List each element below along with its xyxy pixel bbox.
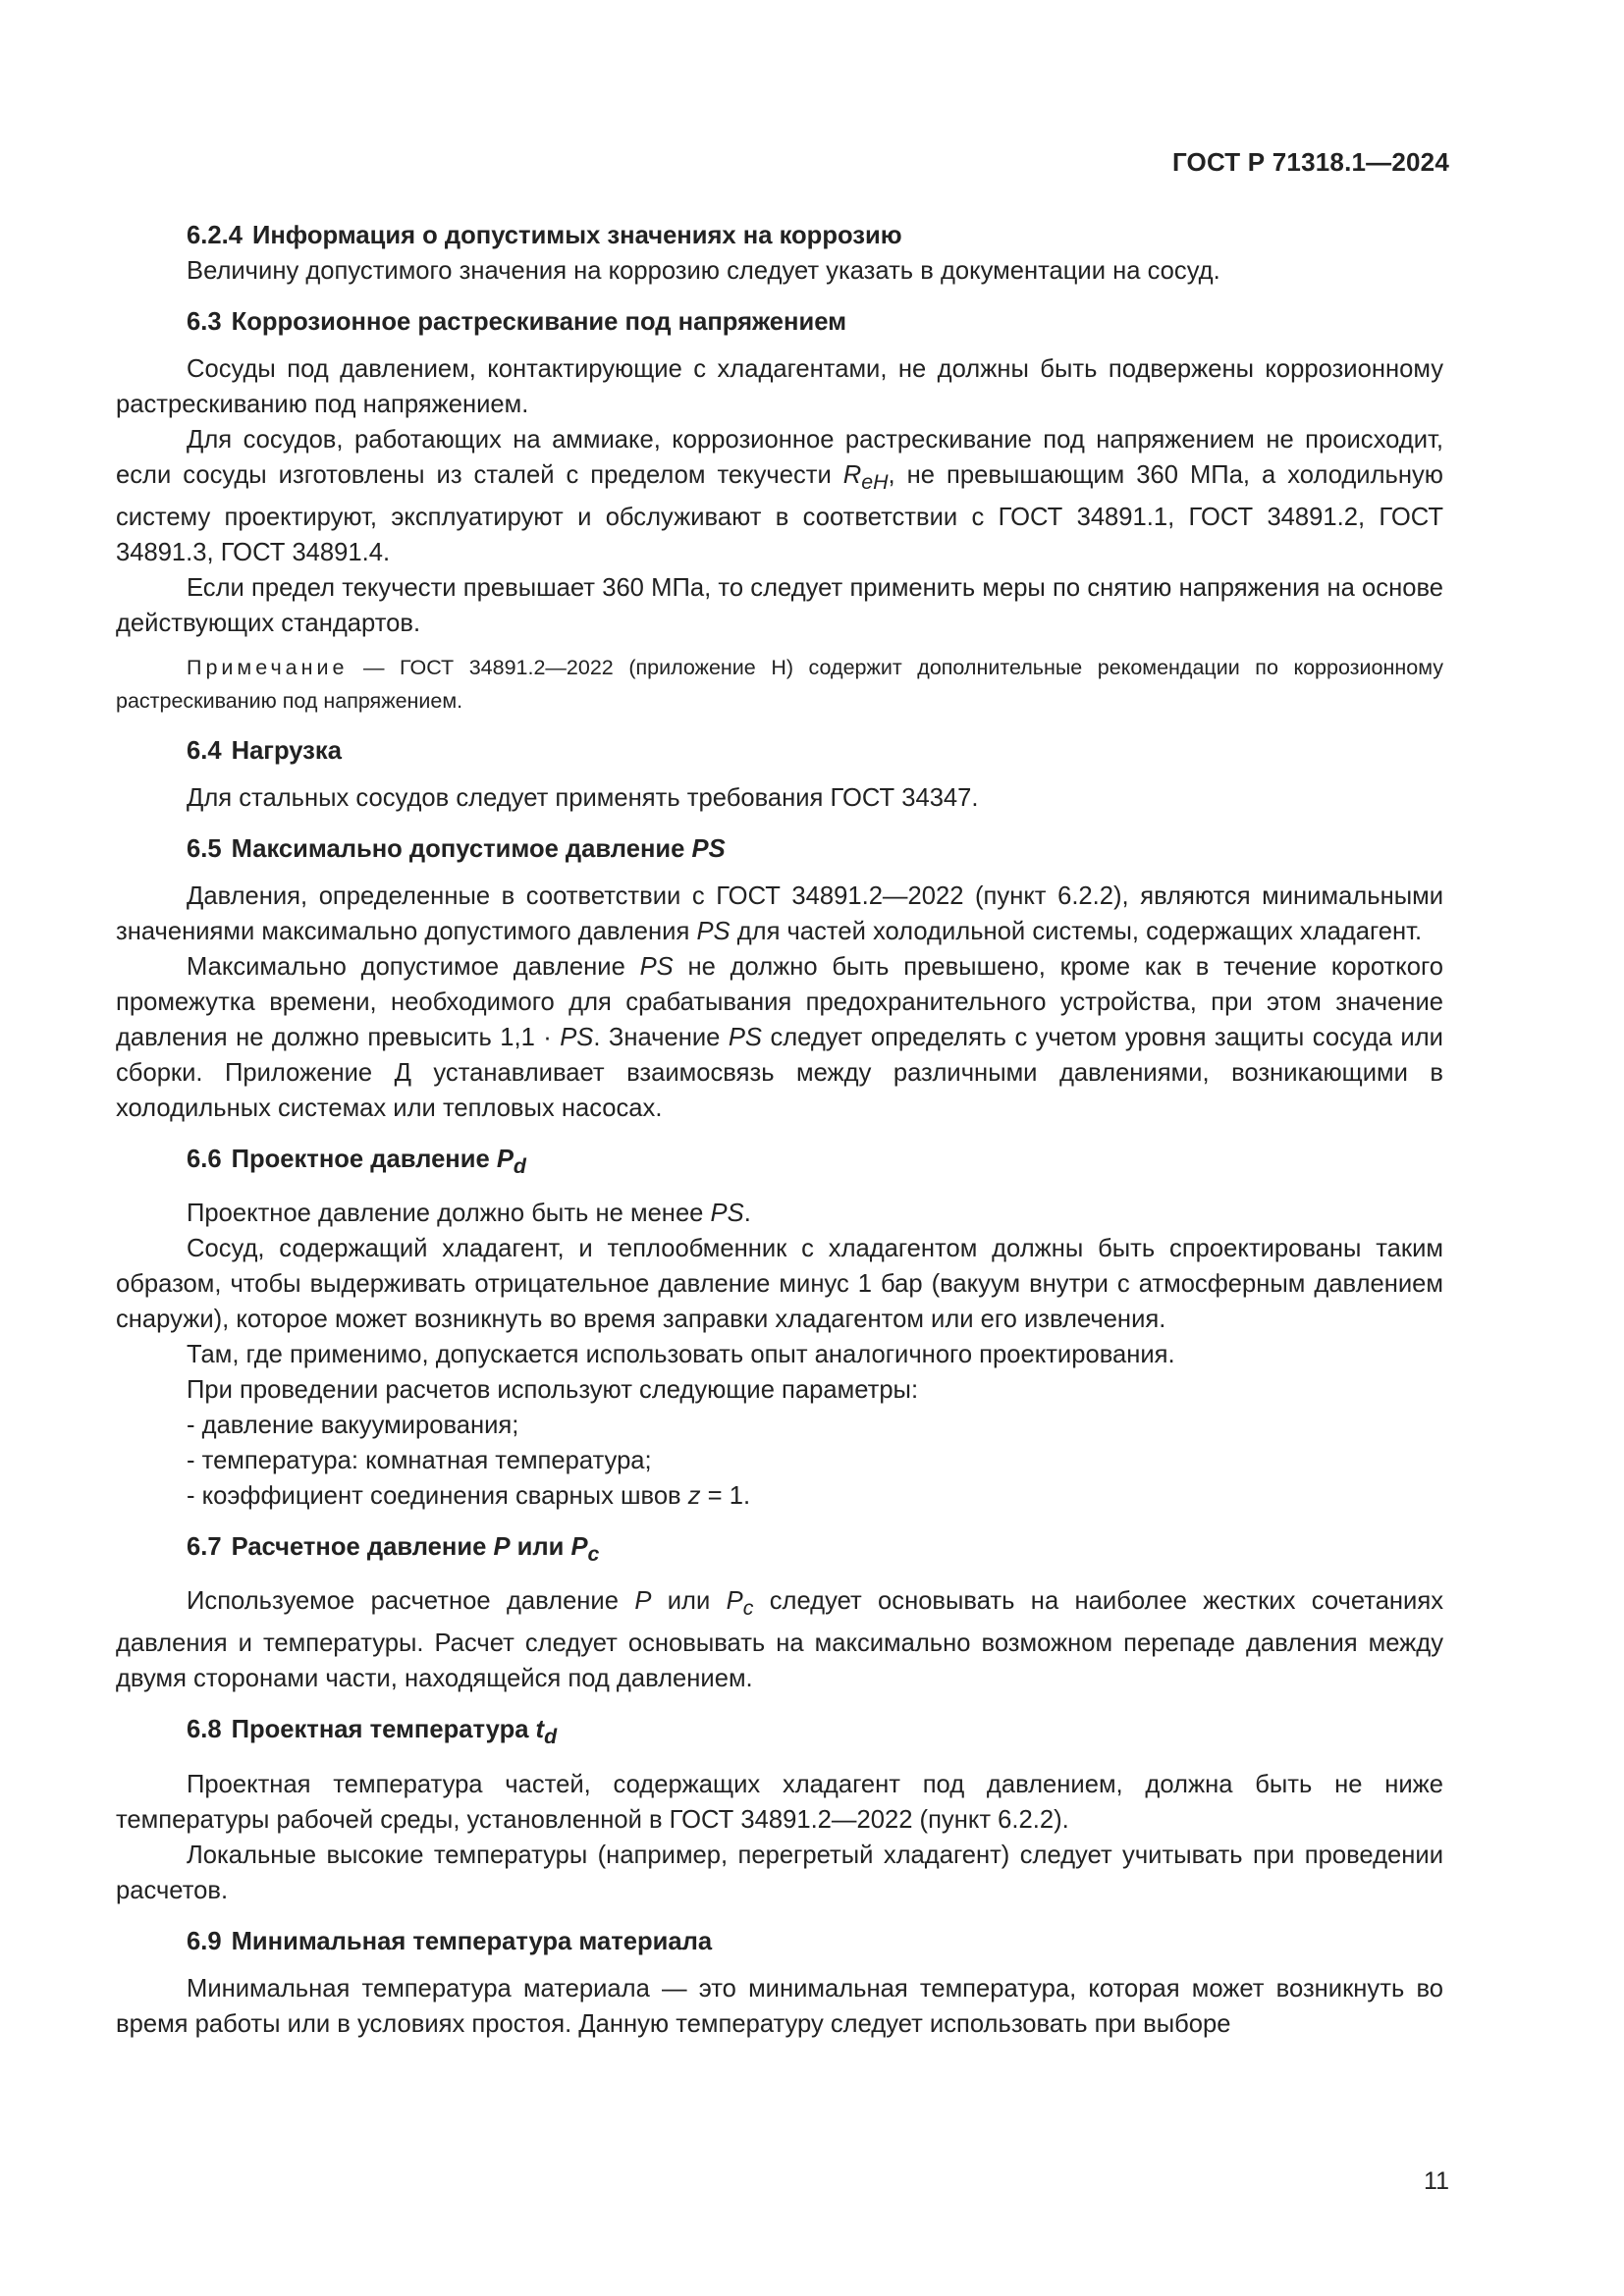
paragraph: Если предел текучести превышает 360 МПа, то следует применить меры по снятию напряжения на основе действующих стандартов. — [116, 574, 1443, 638]
text-run: Максимально допустимое давление — [187, 953, 640, 982]
symbol: R — [842, 461, 862, 489]
text-run: Проектное давление должно быть не менее — [187, 1200, 711, 1228]
symbol: PS — [691, 835, 726, 864]
section-number: 6.3 — [187, 308, 222, 336]
text-run: для частей холодильной системы, содержащих хладагент. — [730, 918, 1423, 946]
paragraph: Величину допустимого значения на коррозию следует указать в документации на сосуд. — [187, 257, 1220, 285]
symbol: PS — [560, 1024, 594, 1052]
section-title: Нагрузка — [231, 737, 342, 766]
paragraph: Минимальная температура материала — это минимальная температура, которая может возникнуть во время работы или в условиях простоя. Данную температуру следует использовать при выборе — [116, 1974, 1443, 2038]
section-number: 6.6 — [187, 1146, 222, 1174]
symbol: PS — [710, 1200, 744, 1228]
text-run: или — [651, 1587, 727, 1616]
section-number: 6.2.4 — [187, 222, 243, 249]
text-run: Для сосудов, работающих на аммиаке, коррозионное растрескивание под напряжением не происходит, если сосуды изготовлены из сталей с пределом текучести — [116, 426, 1443, 489]
symbol: t — [535, 1716, 545, 1744]
symbol: z — [687, 1482, 701, 1511]
symbol: PS — [639, 953, 674, 982]
section-6-6-heading — [116, 1142, 1443, 1184]
note-label: Примечание — [187, 656, 349, 680]
section-number: 6.8 — [187, 1716, 222, 1744]
section-number: 6.5 — [187, 835, 222, 864]
paragraph — [116, 949, 1443, 1126]
section-title: Минимальная температура материала — [231, 1927, 713, 1955]
section-number: 6.4 — [187, 737, 222, 766]
section-number: 6.7 — [187, 1533, 222, 1562]
subscript: eH — [861, 470, 889, 495]
symbol: P — [634, 1587, 652, 1616]
section-title: Коррозионное растрескивание под напряжением — [231, 308, 847, 336]
section-6-8-heading — [116, 1712, 1443, 1754]
section-6-2-4-heading — [116, 218, 1443, 253]
text-run: . Значение — [593, 1024, 729, 1052]
text-run: не должно быть превышено, кроме как в течение короткого промежутка времени, необходимого для срабатывания предохранительного устройства, при этом значение давления не должно превысить 1,1 · — [116, 953, 1443, 1052]
section-6-7-heading — [116, 1529, 1443, 1572]
section-title: Информация о допустимых значениях на коррозию — [251, 222, 902, 249]
section-6-5-heading — [116, 831, 1443, 867]
text-run: Давления, определенные в соответствии с ГОСТ 34891.2—2022 (пункт 6.2.2), являются минимальными значениями максимально допустимого давления — [116, 882, 1443, 946]
document-code: ГОСТ Р 71318.1—2024 — [1171, 147, 1449, 177]
paragraph — [116, 1583, 1443, 1696]
section-number: 6.9 — [187, 1927, 222, 1955]
list-item: - давление вакуумирования; — [187, 1412, 519, 1440]
list-item: - температура: комнатная температура; — [187, 1447, 652, 1475]
paragraph: Там, где применимо, допускается использовать опыт аналогичного проектирования. — [187, 1341, 1175, 1369]
section-title: Проектное давление — [231, 1146, 497, 1174]
paragraph: Сосуд, содержащий хладагент, и теплообменник с хладагентом должны быть спроектированы таким образом, чтобы выдерживать отрицательное давление минус 1 бар (вакуум внутри с атмосферным давлением снаружи), которое может возникнуть во время заправки хладагентом или его извлечения. — [116, 1235, 1443, 1334]
text-run: или — [510, 1533, 571, 1562]
symbol: P — [496, 1146, 514, 1174]
section-6-4-heading — [116, 733, 1443, 769]
section-6-3-heading — [116, 304, 1443, 340]
section-6-9-heading — [116, 1924, 1443, 1959]
paragraph — [116, 879, 1443, 949]
text-run: следует определять с учетом уровня защиты сосуда или сборки. Приложение Д устанавливает взаимосвязь между различными давлениями, возникающими в холодильных системах или тепловых насосах. — [116, 1024, 1443, 1123]
document-body — [116, 218, 1443, 2042]
paragraph: Для стальных сосудов следует применять требования ГОСТ 34347. — [187, 784, 979, 813]
list-item — [116, 1478, 1443, 1514]
text-run: Используемое расчетное давление — [187, 1587, 635, 1616]
section-title: Расчетное давление — [231, 1533, 494, 1562]
paragraph — [116, 422, 1443, 570]
text-run: , не превышающим 360 МПа, а холодильную систему проектируют, эксплуатируют и обслуживают в соответствии с ГОСТ 34891.1, ГОСТ 34891.2, ГОСТ 34891.3, ГОСТ 34891.4. — [116, 461, 1443, 567]
subscript: c — [587, 1542, 600, 1567]
text-run: = 1. — [700, 1482, 751, 1511]
paragraph: Локальные высокие температуры (например, перегретый хладагент) следует учитывать при проведении расчетов. — [116, 1841, 1443, 1904]
subscript: c — [742, 1596, 754, 1621]
paragraph: Проектная температура частей, содержащих хладагент под давлением, должна быть не ниже температуры рабочей среды, установленной в ГОСТ 34891.2—2022 (пункт 6.2.2). — [116, 1770, 1443, 1834]
page-number: 11 — [1424, 2167, 1449, 2195]
paragraph: Сосуды под давлением, контактирующие с хладагентами, не должны быть подвержены коррозионному растрескиванию под напряжением. — [116, 355, 1443, 418]
text-run: следует основывать на наиболее жестких сочетаниях давления и температуры. Расчет следует основывать на максимально возможном перепаде давления между двумя сторонами части, находящейся под давлением. — [116, 1587, 1444, 1693]
note-text: — ГОСТ 34891.2—2022 (приложение Н) содержит дополнительные рекомендации по коррозионному растрескиванию под напряжением. — [116, 656, 1443, 714]
symbol: P — [570, 1533, 588, 1562]
symbol: P — [493, 1533, 511, 1562]
note — [116, 651, 1443, 718]
text-run: . — [743, 1200, 751, 1228]
paragraph — [116, 1196, 1443, 1231]
subscript: d — [544, 1725, 558, 1749]
section-title: Проектная температура — [231, 1716, 536, 1744]
section-title: Максимально допустимое давление — [231, 835, 692, 864]
symbol: P — [726, 1587, 743, 1616]
subscript: d — [513, 1154, 526, 1179]
symbol: PS — [728, 1024, 763, 1052]
text-run: - коэффициент соединения сварных швов — [187, 1482, 688, 1511]
paragraph: При проведении расчетов используют следующие параметры: — [187, 1376, 919, 1405]
symbol: PS — [696, 918, 731, 946]
